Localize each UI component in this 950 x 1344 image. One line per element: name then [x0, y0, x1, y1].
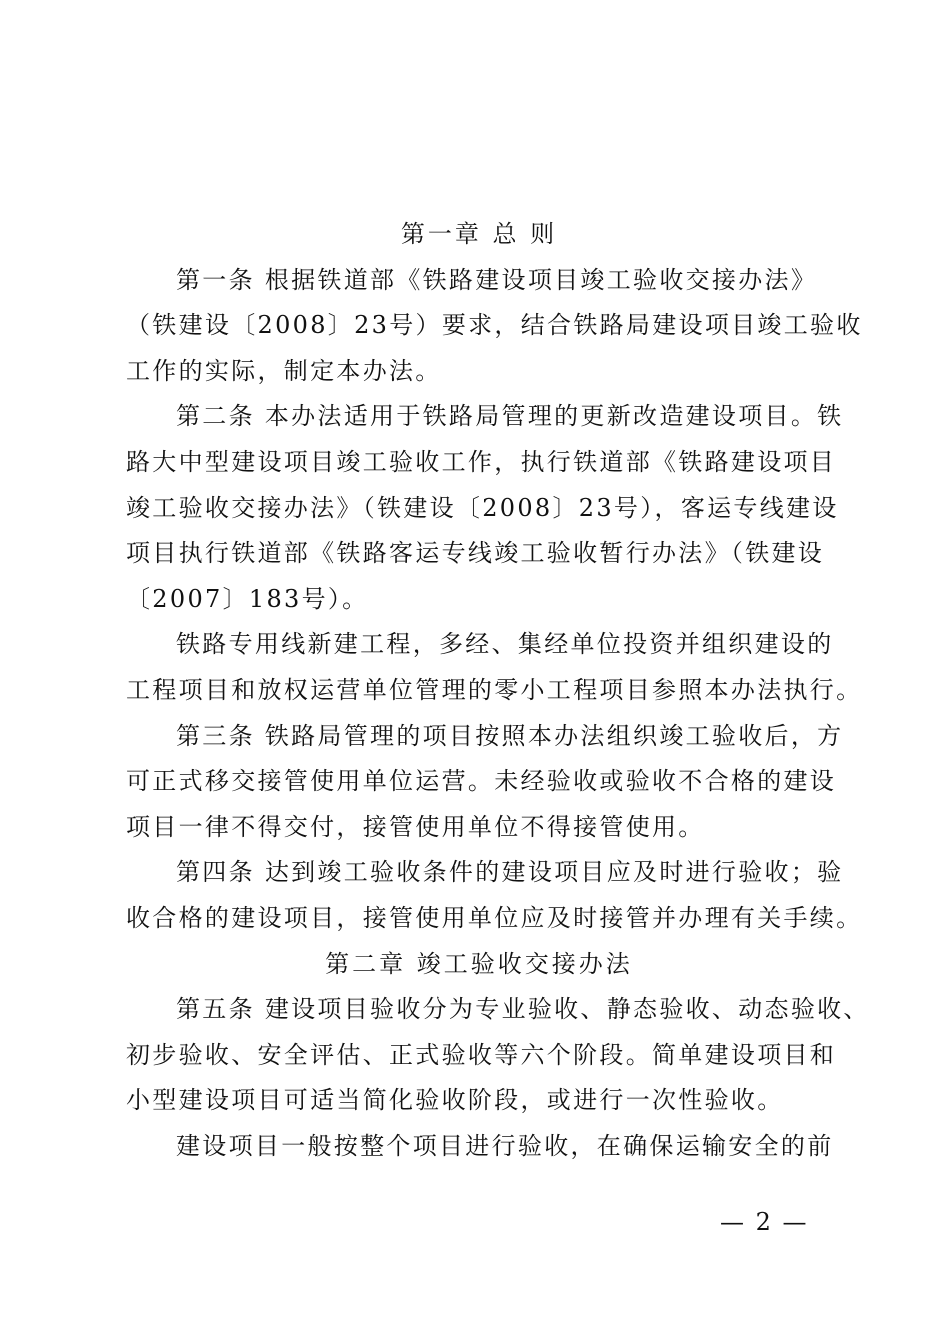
article-1-line-1: 第一条 根据铁道部《铁路建设项目竣工验收交接办法》 — [176, 265, 818, 294]
article-2-line-1: 第二条 本办法适用于铁路局管理的更新改造建设项目。铁 — [176, 402, 844, 431]
article-3-line-1: 第三条 铁路局管理的项目按照本办法组织竣工验收后，方 — [176, 721, 844, 750]
article-2-line-4: 项目执行铁道部《铁路客运专线竣工验收暂行办法》（铁建设 — [126, 539, 825, 568]
article-5-line-3: 小型建设项目可适当简化验收阶段，或进行一次性验收。 — [126, 1086, 784, 1115]
article-2-line-3: 竣工验收交接办法》（铁建设〔2008〕23号），客运专线建设 — [126, 493, 839, 522]
article-3-line-3: 项目一律不得交付，接管使用单位不得接管使用。 — [126, 812, 705, 841]
chapter-1-heading: 第一章 总 则 — [400, 220, 558, 248]
article-2-line-2: 路大中型建设项目竣工验收工作，执行铁道部《铁路建设项目 — [126, 447, 837, 476]
article-5-line-2: 初步验收、安全评估、正式验收等六个阶段。简单建设项目和 — [126, 1040, 837, 1069]
article-2-paragraph-2-line-2: 工程项目和放权运营单位管理的零小工程项目参照本办法执行。 — [126, 675, 863, 704]
article-1-line-3: 工作的实际，制定本办法。 — [126, 356, 442, 385]
article-5-paragraph-2-line-1: 建设项目一般按整个项目进行验收，在确保运输安全的前 — [176, 1131, 834, 1160]
chapter-2-heading: 第二章 竣工验收交接办法 — [325, 949, 633, 978]
article-1-line-2: （铁建设〔2008〕23号）要求，结合铁路局建设项目竣工验收 — [126, 311, 863, 340]
article-3-line-2: 可正式移交接管使用单位运营。未经验收或验收不合格的建设 — [126, 767, 837, 796]
document-body — [126, 212, 870, 1169]
article-2-paragraph-2-line-1: 铁路专用线新建工程，多经、集经单位投资并组织建设的 — [176, 630, 834, 659]
article-4-line-2: 收合格的建设项目，接管使用单位应及时接管并办理有关手续。 — [126, 903, 863, 932]
article-5-line-1: 第五条 建设项目验收分为专业验收、静态验收、动态验收、 — [176, 995, 870, 1024]
page-number: — 2 — — [720, 1208, 809, 1236]
article-2-line-5: 〔2007〕183号）。 — [126, 584, 369, 613]
article-4-line-1: 第四条 达到竣工验收条件的建设项目应及时进行验收；验 — [176, 858, 844, 887]
